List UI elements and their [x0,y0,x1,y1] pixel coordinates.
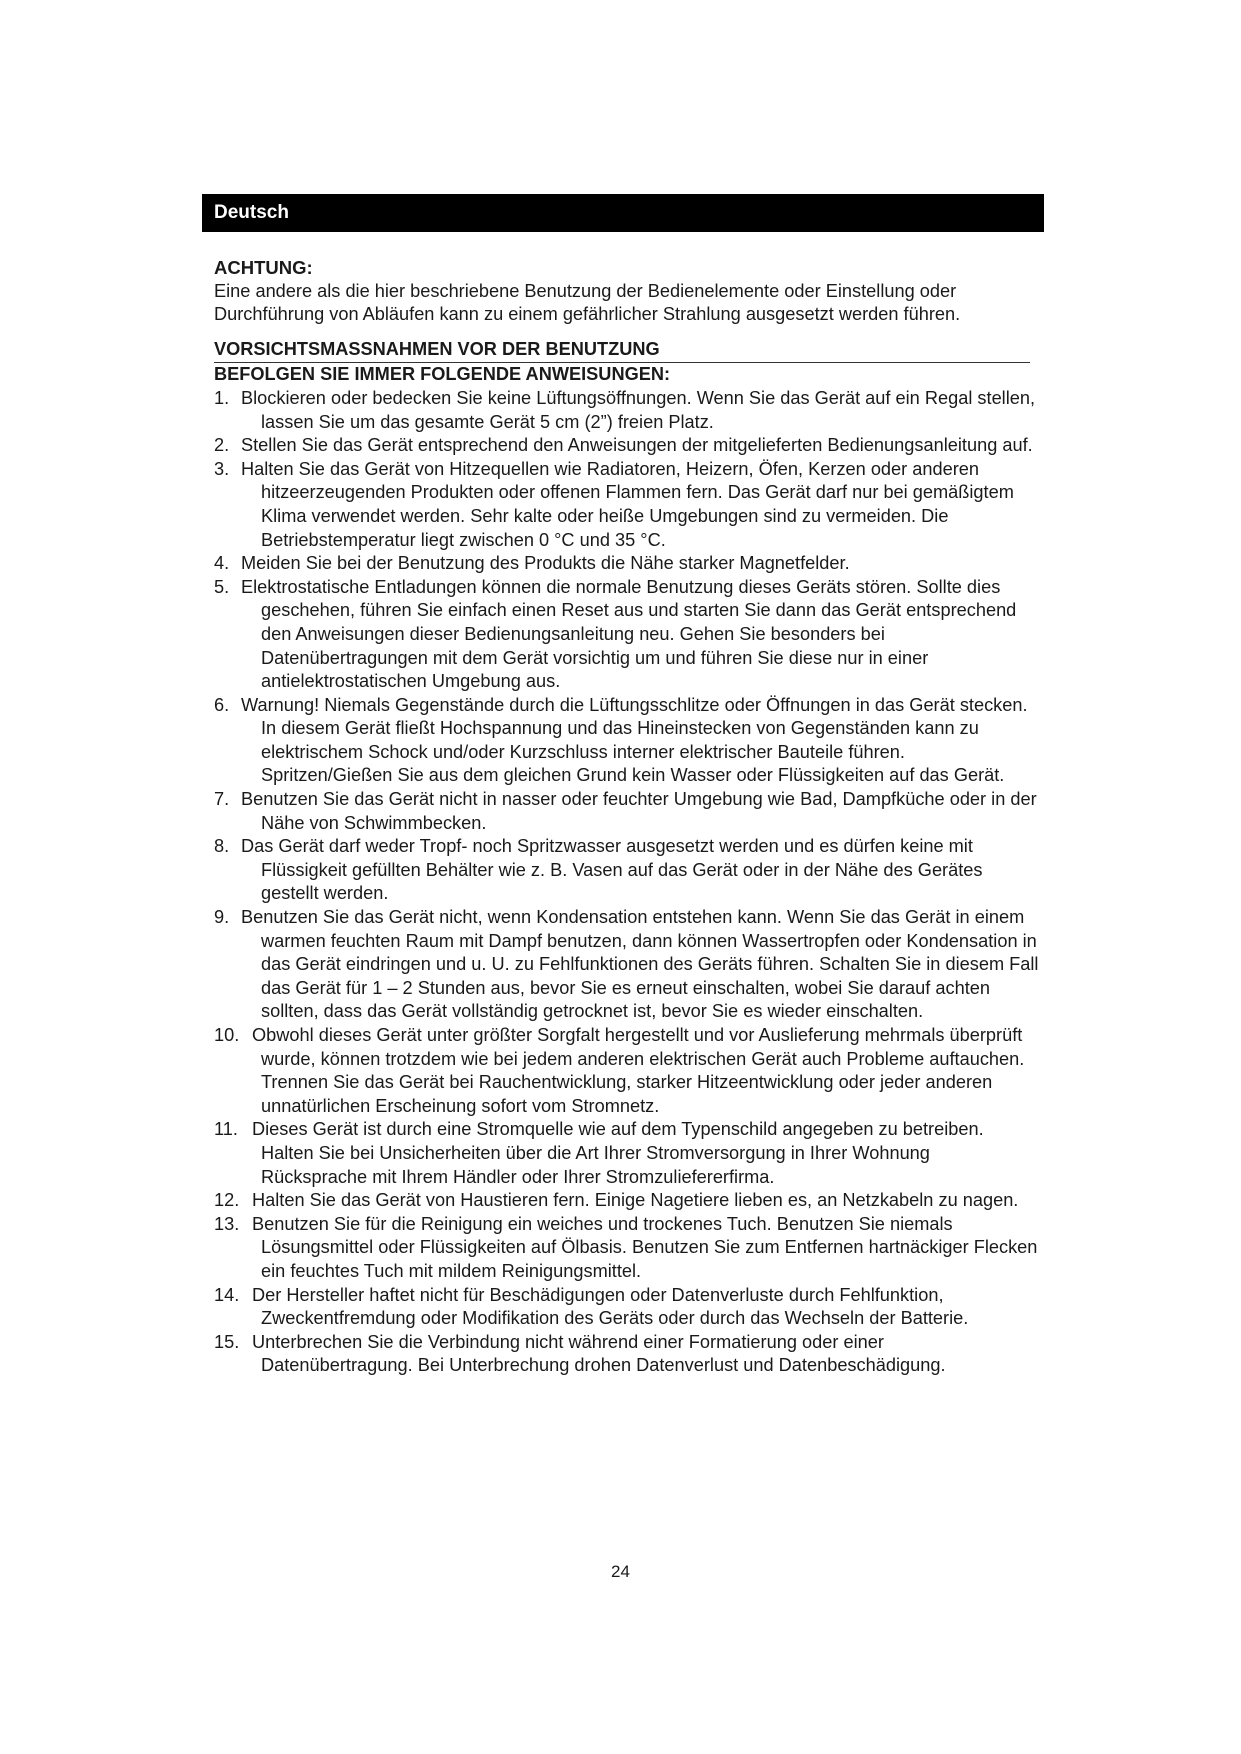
item-number: 7. [214,789,230,810]
item-number: 3. [214,458,230,479]
warning-heading: ACHTUNG: [214,257,313,278]
list-item [214,694,1040,788]
item-number: 2. [214,435,230,456]
item-text: Der Hersteller haftet nicht für Beschädigungen oder Datenverluste durch Fehlfunktion, Zweckentfremdung oder Modifikation des Geräts oder durch das Wechseln der Batterie. [252,1284,969,1329]
list-item [214,458,1040,552]
list-item [214,1118,1040,1189]
precautions-subtitle: BEFOLGEN SIE IMMER FOLGENDE ANWEISUNGEN: [214,364,671,385]
item-number: 11. [214,1119,238,1140]
item-number: 13. [214,1213,240,1234]
item-number: 4. [214,553,230,574]
list-item [214,835,1040,906]
item-text: Halten Sie das Gerät von Hitzequellen wie Radiatoren, Heizern, Öfen, Kerzen oder anderen hitzeerzeugenden Produkten oder offenen Flammen fern. Das Gerät darf nur bei gemäßigtem Klima verwendet werden. Sehr kalte oder heiße Umgebungen sind zu vermeiden. Die Betriebstemperatur liegt zwischen 0 °C und 35 °C. [241,458,1014,550]
list-item [214,1331,1040,1378]
document-content [214,256,1040,1378]
list-item [214,576,1040,694]
item-text: Unterbrechen Sie die Verbindung nicht während einer Formatierung oder einer Datenübertragung. Bei Unterbrechung drohen Datenverlust und Datenbeschädigung. [252,1331,946,1376]
item-number: 5. [214,576,230,597]
item-number: 9. [214,907,230,928]
item-number: 14. [214,1284,240,1305]
item-number: 8. [214,836,230,857]
item-text: Benutzen Sie für die Reinigung ein weiches und trockenes Tuch. Benutzen Sie niemals Lösungsmittel oder Flüssigkeiten auf Ölbasis. Benutzen Sie zum Entfernen hartnäckiger Flecken ein feuchtes Tuch mit mildem Reinigungsmittel. [252,1213,1038,1281]
instruction-list [214,387,1040,1378]
precautions-title: VORSICHTSMASSNAHMEN VOR DER BENUTZUNG [214,338,1030,364]
item-text: Benutzen Sie das Gerät nicht, wenn Kondensation entstehen kann. Wenn Sie das Gerät in einem warmen feuchten Raum mit Dampf benutzen, dann können Wassertropfen oder Kondensation in das Gerät eindringen und u. U. zu Fehlfunktionen des Geräts führen. Schalten Sie in diesem Fall das Gerät für 1 – 2 Stunden aus, bevor Sie es erneut einschalten, wobei Sie darauf achten sollten, dass das Gerät vollständig getrocknet ist, bevor Sie es wieder einschalten. [241,907,1039,1022]
item-number: 15. [214,1331,240,1352]
language-header-bar [202,194,1044,232]
item-text: Das Gerät darf weder Tropf- noch Spritzwasser ausgesetzt werden und es dürfen keine mit Flüssigkeit gefüllten Behälter wie z. B. Vasen auf das Gerät oder in der Nähe des Gerätes gestellt werden. [241,836,983,904]
list-item [214,552,1040,576]
item-text: Warnung! Niemals Gegenstände durch die Lüftungsschlitze oder Öffnungen in das Gerät stecken. In diesem Gerät fließt Hochspannung und das Hineinstecken von Gegenständen kann zu elektrischem Schock und/oder Kurzschluss interner elektrischer Bauteile führen. Spritzen/Gießen Sie aus dem gleichen Grund kein Wasser oder Flüssigkeiten auf das Gerät. [241,694,1028,786]
item-text: Meiden Sie bei der Benutzung des Produkts die Nähe starker Magnetfelder. [241,553,850,574]
item-number: 10. [214,1025,240,1045]
item-number: 1. [214,387,230,408]
item-text: Stellen Sie das Gerät entsprechend den Anweisungen der mitgelieferten Bedienungsanleitung auf. [241,435,1033,456]
item-text: Obwohl dieses Gerät unter größter Sorgfalt hergestellt und vor Auslieferung mehrmals überprüft wurde, können trotzdem wie bei jedem anderen elektrischen Gerät auch Probleme auftauchen. Trennen Sie das Gerät bei Rauchentwicklung, starker Hitzeentwicklung oder jeder anderen unnatürlichen Erscheinung sofort vom Stromnetz. [252,1025,1025,1116]
item-number: 6. [214,694,230,715]
list-item [214,1189,1040,1213]
list-item [214,1024,1040,1118]
item-text: Blockieren oder bedecken Sie keine Lüftungsöffnungen. Wenn Sie das Gerät auf ein Regal stellen, lassen Sie um das gesamte Gerät 5 cm (2”) freien Platz. [241,387,1036,432]
list-item [214,906,1040,1024]
list-item [214,1284,1040,1331]
item-text: Benutzen Sie das Gerät nicht in nasser oder feuchter Umgebung wie Bad, Dampfküche oder in der Nähe von Schwimmbecken. [241,789,1037,833]
list-item [214,788,1040,835]
page-number: 24 [611,1562,630,1581]
item-text: Elektrostatische Entladungen können die normale Benutzung dieses Geräts stören. Sollte dies geschehen, führen Sie einfach einen Reset aus und starten Sie dann das Gerät entsprechend den Anweisungen dieser Bedienungsanleitung neu. Gehen Sie besonders bei Datenübertragungen mit dem Gerät vorsichtig um und führen Sie diese nur in einer antielektrostatischen Umgebung aus. [241,576,1017,692]
warning-text: Eine andere als die hier beschriebene Benutzung der Bedienelemente oder Einstellung oder Durchführung von Abläufen kann zu einem gefährlicher Strahlung ausgesetzt werden führen. [214,280,961,325]
item-number: 12. [214,1190,240,1211]
item-text: Dieses Gerät ist durch eine Stromquelle wie auf dem Typenschild angegeben zu betreiben. Halten Sie bei Unsicherheiten über die Art Ihrer Stromversorgung in Ihrer Wohnung Rücksprache mit Ihrem Händler oder Ihrer Stromzuliefererfirma. [252,1119,984,1187]
list-item [214,387,1040,434]
list-item [214,434,1040,458]
language-label: Deutsch [214,202,289,223]
item-text: Halten Sie das Gerät von Haustieren fern. Einige Nagetiere lieben es, an Netzkabeln zu nagen. [252,1190,1019,1211]
list-item [214,1213,1040,1284]
